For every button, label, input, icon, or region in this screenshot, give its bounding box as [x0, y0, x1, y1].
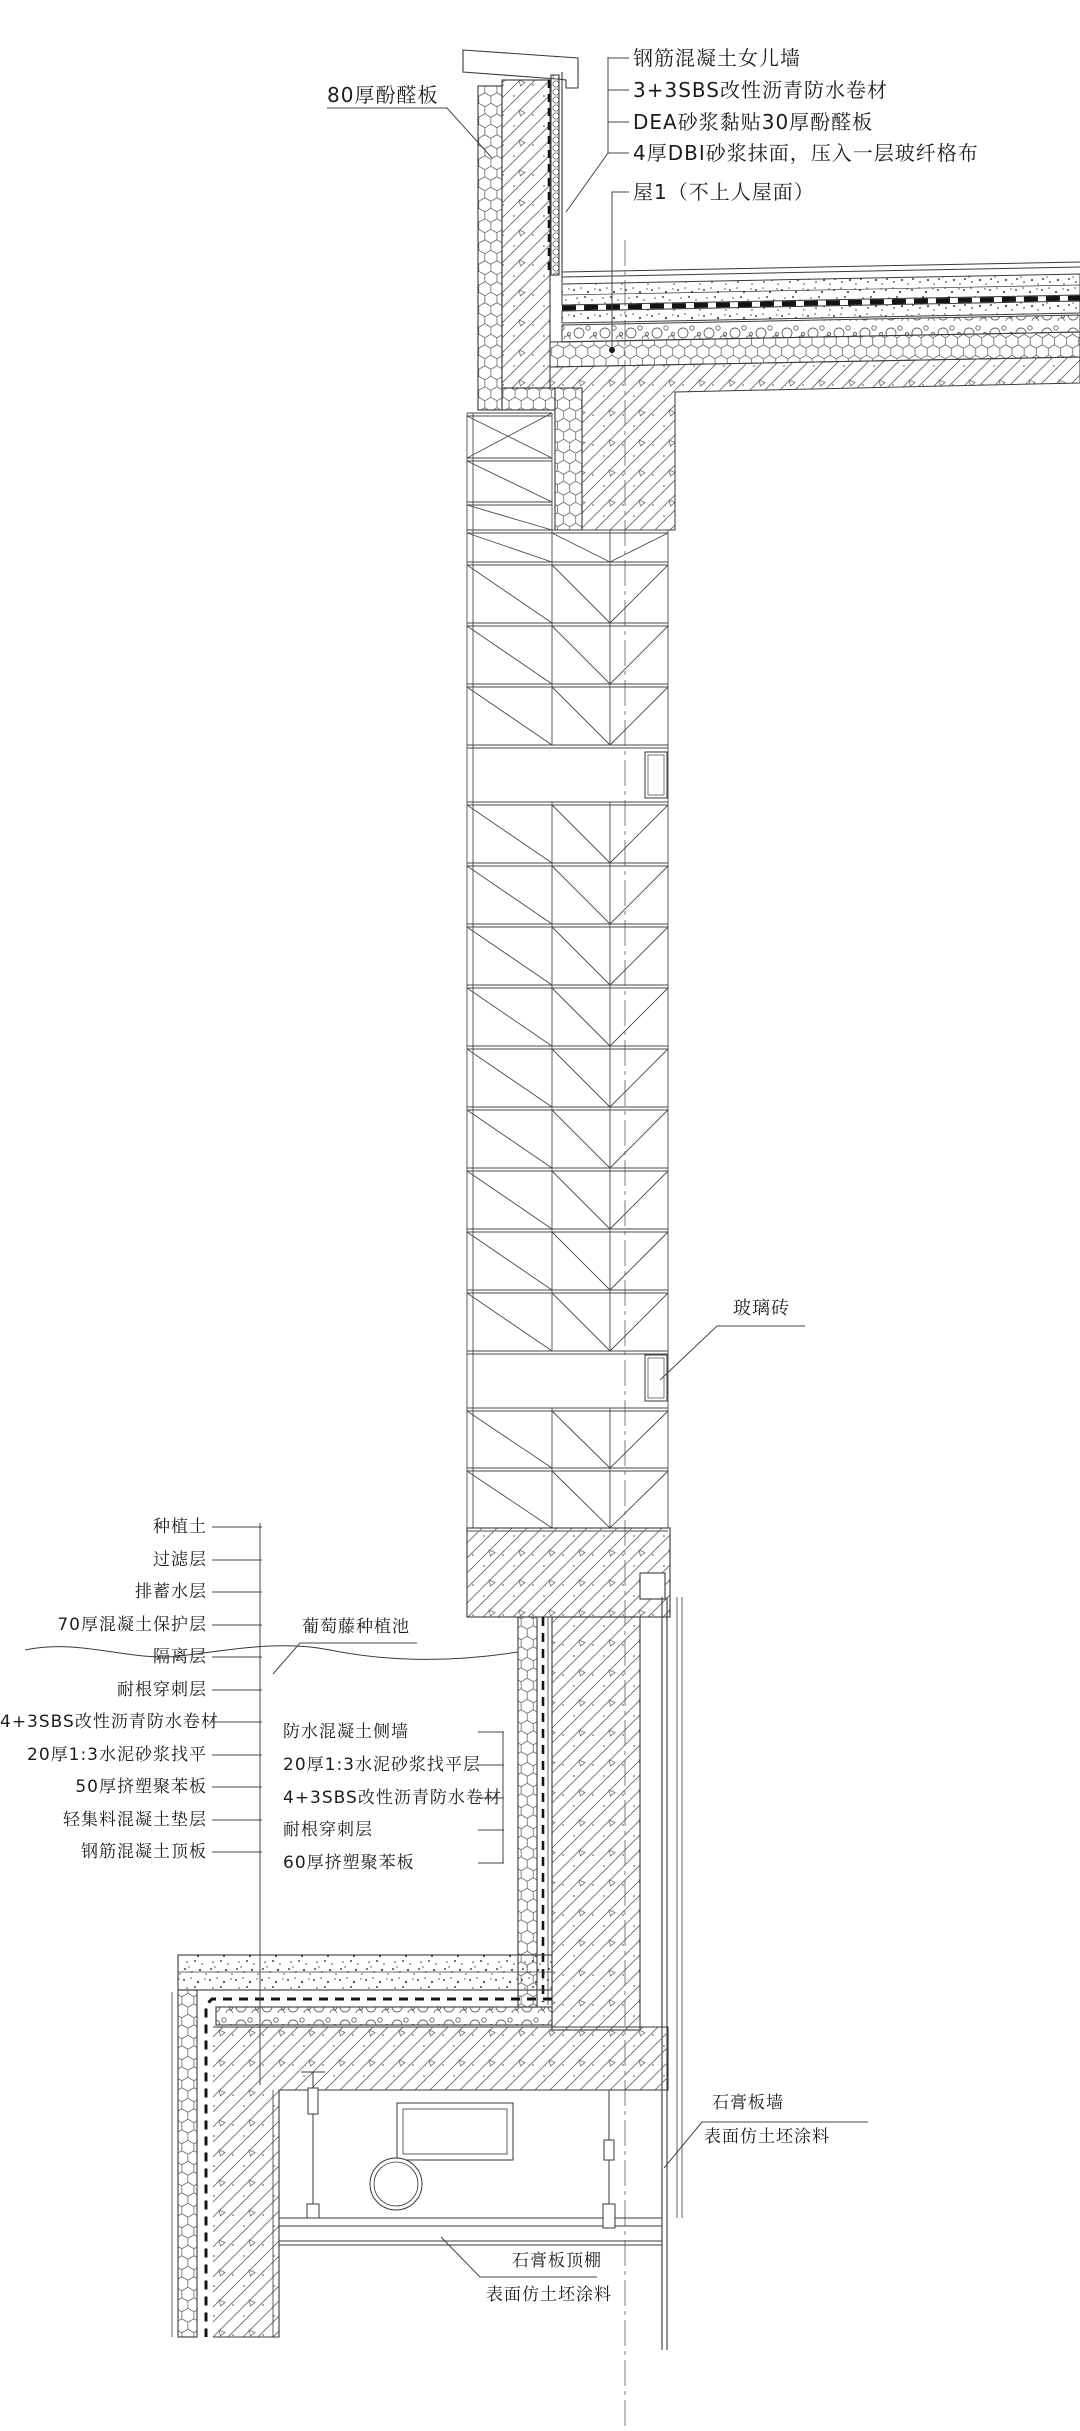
parapet-insulation: [478, 86, 502, 410]
label-planter-3: 排蓄水层: [135, 1582, 207, 1602]
label-planter-10: 轻集料混凝土垫层: [63, 1810, 207, 1830]
waterproof-concrete-side-wall: [552, 1617, 640, 2030]
label-sidewall-4: 耐根穿刺层: [283, 1820, 373, 1840]
ceiling-hanger-2: [603, 2090, 615, 2228]
parapet-concrete: [502, 80, 550, 388]
drainage-layer: [216, 2007, 552, 2025]
insulation-wrap: [502, 388, 555, 410]
label-planter-7: 4+3SBS改性沥青防水卷材: [0, 1712, 219, 1732]
ceiling-hanger-1: [301, 2072, 325, 2218]
side-wall-insulation: [518, 1617, 537, 2007]
duct-round: [370, 2158, 422, 2210]
glass-brick-wall: [467, 413, 668, 1531]
insulation-strip: [555, 388, 582, 530]
label-planter-9: 50厚挤塑聚苯板: [75, 1777, 207, 1797]
label-planter-11: 钢筋混凝土顶板: [81, 1842, 207, 1862]
leader-planter-list: [212, 1523, 262, 2085]
label-gypsum-ceiling-2: 表面仿土坯涂料: [486, 2285, 612, 2305]
roof-surface-line: [562, 262, 1080, 272]
label-parapet-1: 钢筋混凝土女儿墙: [633, 46, 801, 70]
lower-wall-insulation: [178, 1990, 197, 2337]
label-planter-5: 隔离层: [153, 1647, 207, 1667]
planter-structure: [467, 1528, 682, 2350]
blocking: [640, 1573, 665, 1599]
label-planter-2: 过滤层: [153, 1550, 207, 1570]
label-gypsum-ceiling-1: 石膏板顶棚: [512, 2251, 602, 2271]
label-sidewall-3: 4+3SBS改性沥青防水卷材: [283, 1788, 502, 1808]
label-phenolic-board: 80厚酚醛板: [327, 83, 439, 107]
interior-room: [279, 2072, 662, 2245]
label-roof-type: 屋1（不上人屋面）: [633, 180, 815, 204]
label-sidewall-5: 60厚挤塑聚苯板: [283, 1853, 415, 1873]
label-parapet-3: DEA砂浆黏贴30厚酚醛板: [633, 110, 874, 134]
glass-brick-joint-bands: [645, 752, 667, 1401]
label-planter-1: 种植土: [153, 1517, 207, 1537]
label-planter-pool: 葡萄藤种植池: [302, 1617, 410, 1637]
label-planter-8: 20厚1:3水泥砂浆找平: [27, 1745, 207, 1765]
label-glass-brick: 玻璃砖: [733, 1298, 790, 1319]
label-parapet-4: 4厚DBI砂浆抹面，压入一层玻纤格布: [633, 141, 979, 165]
label-planter-4: 70厚混凝土保护层: [57, 1615, 207, 1635]
roof-assembly: [550, 262, 1080, 530]
leader-glass-brick: [660, 1326, 805, 1380]
label-sidewall-2: 20厚1:3水泥砂浆找平层: [283, 1755, 481, 1775]
label-planter-6: 耐根穿刺层: [117, 1680, 207, 1700]
protection-screed: [178, 1955, 552, 1990]
inner-phenolic-board: [551, 75, 559, 275]
label-gypsum-wall-2: 表面仿土坯涂料: [704, 2127, 830, 2147]
roof-slab-concrete: [550, 357, 1080, 530]
leader-phenolic: [327, 108, 492, 158]
label-parapet-2: 3+3SBS改性沥青防水卷材: [633, 78, 888, 102]
duct-rect: [397, 2103, 513, 2160]
label-sidewall-1: 防水混凝土侧墙: [283, 1722, 409, 1742]
label-gypsum-wall-1: 石膏板墙: [712, 2093, 784, 2113]
